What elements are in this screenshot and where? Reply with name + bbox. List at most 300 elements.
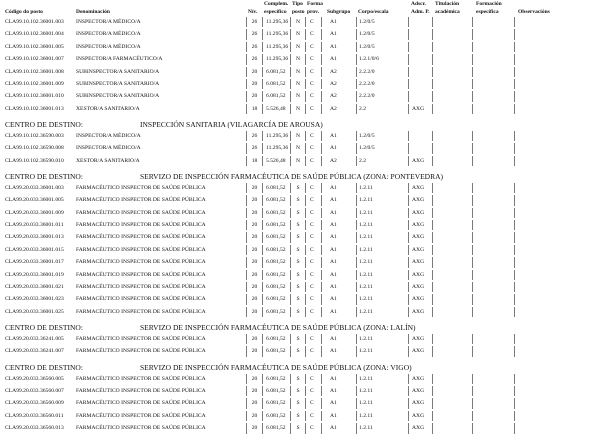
cell-specific-complement: 6.081,52 bbox=[262, 220, 290, 230]
cell-specific-training bbox=[472, 423, 514, 433]
cell-denomination: FARMACÉUTICO INSPECTOR DE SAÚDE PÚBLICA bbox=[76, 234, 206, 241]
cell-corps-scale: 1.2.11 bbox=[356, 245, 408, 255]
column-header-line-2: específica bbox=[476, 9, 499, 15]
column-header-line-1: Complem. bbox=[264, 1, 289, 7]
cell-provision-form: C bbox=[305, 374, 321, 384]
cell-adm-assignment: AXG bbox=[408, 245, 432, 255]
cell-level: 26 bbox=[246, 143, 262, 153]
cell-corps-scale: 1.2.11 bbox=[356, 183, 408, 193]
cell-specific-training bbox=[472, 131, 514, 141]
column-header-line-2: Corpo/escala bbox=[358, 9, 389, 15]
cell-post-type: N bbox=[290, 79, 305, 89]
cell-denomination: INSPECTOR/A MÉDICO/A bbox=[76, 19, 141, 25]
cell-post-type: S bbox=[290, 257, 305, 267]
cell-specific-complement: 6.081,52 bbox=[262, 232, 290, 242]
cell-observations bbox=[514, 131, 615, 141]
destination-section bbox=[0, 358, 615, 435]
cell-specific-training bbox=[472, 282, 514, 292]
cell-observations bbox=[514, 307, 615, 317]
cell-specific-complement: 6.081,52 bbox=[262, 67, 290, 77]
cell-post-type: S bbox=[290, 294, 305, 304]
cell-observations bbox=[514, 220, 615, 230]
cell-academic-degree bbox=[432, 411, 472, 421]
cell-provision-form: C bbox=[305, 54, 321, 64]
column-header bbox=[290, 0, 305, 16]
cell-post-type: S bbox=[290, 245, 305, 255]
cell-level: 20 bbox=[246, 346, 262, 356]
table-row bbox=[0, 281, 615, 293]
cell-denomination: FARMACÉUTICO INSPECTOR DE SAÚDE PÚBLICA bbox=[76, 296, 206, 303]
cell-adm-assignment: AXG bbox=[408, 334, 432, 344]
table-row bbox=[0, 373, 615, 385]
cell-academic-degree bbox=[432, 245, 472, 255]
cell-post-code: CLA99.10.102.36001.004 bbox=[5, 31, 64, 38]
cell-specific-training bbox=[472, 257, 514, 267]
table-row bbox=[0, 142, 615, 154]
table-row bbox=[0, 231, 615, 243]
table-header bbox=[0, 0, 615, 16]
cell-specific-training bbox=[472, 411, 514, 421]
table-row bbox=[0, 41, 615, 53]
cell-post-type: S bbox=[290, 270, 305, 280]
column-header bbox=[305, 0, 321, 16]
cell-adm-assignment bbox=[408, 91, 432, 101]
cell-adm-assignment bbox=[408, 29, 432, 39]
cell-post-type: N bbox=[290, 29, 305, 39]
cell-observations bbox=[514, 79, 615, 89]
cell-post-type: S bbox=[290, 374, 305, 384]
cell-subgroup: A1 bbox=[321, 411, 356, 421]
cell-adm-assignment bbox=[408, 42, 432, 52]
cell-specific-training bbox=[472, 307, 514, 317]
destination-center-label: CENTRO DE DESTINO: bbox=[5, 119, 83, 129]
destination-center-heading bbox=[0, 358, 615, 373]
destination-center-name: SERVIZO DE INSPECCIÓN FARMACÉUTICA DE SAÚDE PÚBLICA (ZONA: PONTEVEDRA) bbox=[140, 171, 444, 181]
table-row bbox=[0, 269, 615, 281]
cell-specific-complement: 6.081,52 bbox=[262, 386, 290, 396]
column-header-line-1 bbox=[358, 0, 408, 8]
cell-corps-scale: 1.2.11 bbox=[356, 411, 408, 421]
table-row bbox=[0, 219, 615, 231]
cell-post-code: CLA99.20.033.36001.017 bbox=[5, 259, 64, 266]
cell-post-code: CLA99.20.033.36560.007 bbox=[5, 387, 64, 394]
cell-observations bbox=[514, 282, 615, 292]
cell-observations bbox=[514, 294, 615, 304]
table-row bbox=[0, 345, 615, 357]
cell-specific-training bbox=[472, 346, 514, 356]
table-row bbox=[0, 103, 615, 115]
cell-adm-assignment: AXG bbox=[408, 195, 432, 205]
cell-post-type: S bbox=[290, 307, 305, 317]
cell-specific-complement: 6.081,52 bbox=[262, 91, 290, 101]
cell-specific-complement: 6.081,52 bbox=[262, 282, 290, 292]
cell-level: 20 bbox=[246, 79, 262, 89]
cell-denomination: FARMACÉUTICO INSPECTOR DE SAÚDE PÚBLICA bbox=[76, 308, 206, 315]
destination-center-name: INSPECCIÓN SANITARIA (VILAGARCÍA DE AROUSA) bbox=[140, 119, 323, 129]
cell-academic-degree bbox=[432, 334, 472, 344]
cell-adm-assignment: AXG bbox=[408, 104, 432, 114]
cell-post-code: CLA99.10.102.36001.003 bbox=[5, 19, 64, 25]
cell-specific-training bbox=[472, 398, 514, 408]
cell-adm-assignment: AXG bbox=[408, 282, 432, 292]
cell-level: 20 bbox=[246, 67, 262, 77]
cell-corps-scale: 2.2 bbox=[356, 156, 408, 166]
cell-denomination: FARMACÉUTICO INSPECTOR DE SAÚDE PÚBLICA bbox=[76, 425, 206, 432]
table-row bbox=[0, 90, 615, 102]
cell-corps-scale: 1.2.11 bbox=[356, 282, 408, 292]
cell-corps-scale: 1.2.11 bbox=[356, 334, 408, 344]
cell-specific-complement: 11.295,36 bbox=[262, 42, 290, 52]
table-row bbox=[0, 207, 615, 219]
cell-observations bbox=[514, 386, 615, 396]
column-header bbox=[76, 0, 246, 16]
cell-post-code: CLA99.10.102.36001.010 bbox=[5, 93, 64, 100]
cell-denomination: FARMACÉUTICO INSPECTOR DE SAÚDE PÚBLICA bbox=[76, 348, 206, 355]
cell-specific-complement: 6.081,52 bbox=[262, 423, 290, 433]
cell-specific-training bbox=[472, 67, 514, 77]
cell-academic-degree bbox=[432, 220, 472, 230]
cell-denomination: SUBINSPECTOR/A SANITARIO/A bbox=[76, 80, 160, 87]
cell-provision-form: C bbox=[305, 131, 321, 141]
column-header bbox=[321, 0, 356, 16]
cell-subgroup: A1 bbox=[321, 195, 356, 205]
cell-academic-degree bbox=[432, 195, 472, 205]
cell-academic-degree bbox=[432, 232, 472, 242]
cell-observations bbox=[514, 104, 615, 114]
cell-academic-degree bbox=[432, 67, 472, 77]
cell-specific-training bbox=[472, 386, 514, 396]
cell-post-type: S bbox=[290, 195, 305, 205]
cell-subgroup: A1 bbox=[321, 294, 356, 304]
column-header bbox=[472, 0, 514, 16]
cell-adm-assignment: AXG bbox=[408, 257, 432, 267]
cell-level: 20 bbox=[246, 208, 262, 218]
cell-specific-training bbox=[472, 220, 514, 230]
cell-subgroup: A2 bbox=[321, 104, 356, 114]
cell-specific-training bbox=[472, 79, 514, 89]
cell-adm-assignment: AXG bbox=[408, 183, 432, 193]
table-row bbox=[0, 16, 615, 28]
cell-subgroup: A1 bbox=[321, 232, 356, 242]
cell-denomination: FARMACÉUTICO INSPECTOR DE SAÚDE PÚBLICA bbox=[76, 284, 206, 291]
table-row bbox=[0, 306, 615, 318]
cell-subgroup: A1 bbox=[321, 183, 356, 193]
cell-corps-scale: 2.2.2/0 bbox=[356, 67, 408, 77]
column-header-line-1: Formación bbox=[476, 1, 502, 7]
cell-observations bbox=[514, 208, 615, 218]
cell-provision-form: C bbox=[305, 156, 321, 166]
column-header-line-1: Forma bbox=[307, 1, 323, 7]
cell-specific-complement: 6.081,52 bbox=[262, 245, 290, 255]
cell-subgroup: A1 bbox=[321, 282, 356, 292]
cell-specific-training bbox=[472, 374, 514, 384]
table-row bbox=[0, 155, 615, 167]
cell-denomination: SUBINSPECTOR/A SANITARIO/A bbox=[76, 68, 160, 75]
cell-provision-form: C bbox=[305, 257, 321, 267]
cell-level: 26 bbox=[246, 54, 262, 64]
cell-corps-scale: 1.2/0/5 bbox=[356, 29, 408, 39]
cell-post-type: S bbox=[290, 334, 305, 344]
table-body bbox=[0, 16, 615, 435]
cell-adm-assignment bbox=[408, 67, 432, 77]
destination-center-label: CENTRO DE DESTINO: bbox=[5, 171, 83, 181]
cell-post-code: CLA99.20.033.36001.019 bbox=[5, 271, 64, 278]
cell-post-type: S bbox=[290, 282, 305, 292]
cell-adm-assignment bbox=[408, 131, 432, 141]
column-header-line-1: Adscr. bbox=[411, 1, 426, 7]
cell-denomination: XESTOR/A SANITARIO/A bbox=[76, 105, 140, 112]
cell-specific-complement: 6.081,52 bbox=[262, 208, 290, 218]
cell-observations bbox=[514, 54, 615, 64]
cell-provision-form: C bbox=[305, 208, 321, 218]
cell-subgroup: A1 bbox=[321, 374, 356, 384]
column-header bbox=[514, 0, 615, 16]
cell-post-type: N bbox=[290, 67, 305, 77]
cell-corps-scale: 1.2.11 bbox=[356, 398, 408, 408]
cell-post-type: N bbox=[290, 42, 305, 52]
cell-level: 20 bbox=[246, 411, 262, 421]
cell-provision-form: C bbox=[305, 220, 321, 230]
cell-denomination: INSPECTOR/A FARMACÉUTICO/A bbox=[76, 56, 163, 63]
cell-adm-assignment: AXG bbox=[408, 386, 432, 396]
cell-adm-assignment bbox=[408, 79, 432, 89]
column-header bbox=[0, 0, 76, 16]
cell-academic-degree bbox=[432, 131, 472, 141]
cell-academic-degree bbox=[432, 79, 472, 89]
cell-specific-complement: 6.081,52 bbox=[262, 79, 290, 89]
cell-denomination: FARMACÉUTICO INSPECTOR DE SAÚDE PÚBLICA bbox=[76, 387, 206, 394]
cell-specific-complement: 6.081,52 bbox=[262, 374, 290, 384]
cell-observations bbox=[514, 67, 615, 77]
column-header-line-1 bbox=[248, 0, 262, 8]
cell-academic-degree bbox=[432, 423, 472, 433]
cell-level: 20 bbox=[246, 183, 262, 193]
cell-corps-scale: 1.2.11 bbox=[356, 195, 408, 205]
cell-specific-training bbox=[472, 91, 514, 101]
cell-post-code: CLA99.20.033.36001.025 bbox=[5, 308, 64, 315]
column-header-line-2: académica bbox=[435, 9, 460, 15]
cell-observations bbox=[514, 398, 615, 408]
table-row bbox=[0, 385, 615, 397]
cell-post-code: CLA99.20.033.36001.021 bbox=[5, 284, 64, 291]
cell-post-code: CLA99.10.102.36001.005 bbox=[5, 43, 64, 50]
destination-section bbox=[0, 167, 615, 318]
cell-subgroup: A1 bbox=[321, 220, 356, 230]
column-header-line-2: Código do posto bbox=[5, 9, 43, 15]
cell-specific-training bbox=[472, 17, 514, 27]
column-header bbox=[246, 0, 262, 16]
cell-specific-training bbox=[472, 195, 514, 205]
cell-corps-scale: 1.2.11 bbox=[356, 220, 408, 230]
cell-provision-form: C bbox=[305, 307, 321, 317]
cell-specific-complement: 11.295,36 bbox=[262, 29, 290, 39]
cell-provision-form: C bbox=[305, 423, 321, 433]
cell-post-type: N bbox=[290, 54, 305, 64]
cell-subgroup: A1 bbox=[321, 334, 356, 344]
cell-denomination: INSPECTOR/A MÉDICO/A bbox=[76, 132, 141, 139]
table-row bbox=[0, 182, 615, 194]
cell-corps-scale: 1.2.11 bbox=[356, 208, 408, 218]
cell-corps-scale: 2.2.2/0 bbox=[356, 79, 408, 89]
cell-level: 20 bbox=[246, 245, 262, 255]
cell-post-type: N bbox=[290, 104, 305, 114]
cell-corps-scale: 1.2/0/5 bbox=[356, 42, 408, 52]
cell-corps-scale: 2.2 bbox=[356, 104, 408, 114]
cell-denomination: FARMACÉUTICO INSPECTOR DE SAÚDE PÚBLICA bbox=[76, 400, 206, 407]
destination-center-name: SERVIZO DE INSPECCIÓN FARMACÉUTICA DE SAÚDE PÚBLICA (ZONA: VIGO) bbox=[140, 362, 412, 372]
cell-subgroup: A1 bbox=[321, 131, 356, 141]
cell-adm-assignment: AXG bbox=[408, 346, 432, 356]
cell-specific-complement: 6.081,52 bbox=[262, 411, 290, 421]
cell-observations bbox=[514, 346, 615, 356]
cell-academic-degree bbox=[432, 282, 472, 292]
cell-specific-complement: 6.081,52 bbox=[262, 195, 290, 205]
cell-denomination: FARMACÉUTICO INSPECTOR DE SAÚDE PÚBLICA bbox=[76, 184, 206, 191]
cell-corps-scale: 1.2.11 bbox=[356, 257, 408, 267]
cell-observations bbox=[514, 423, 615, 433]
cell-adm-assignment: AXG bbox=[408, 294, 432, 304]
cell-level: 20 bbox=[246, 220, 262, 230]
cell-subgroup: A2 bbox=[321, 67, 356, 77]
cell-denomination: FARMACÉUTICO INSPECTOR DE SAÚDE PÚBLICA bbox=[76, 271, 206, 278]
cell-provision-form: C bbox=[305, 17, 321, 27]
cell-post-type: S bbox=[290, 183, 305, 193]
cell-adm-assignment bbox=[408, 17, 432, 27]
cell-denomination: FARMACÉUTICO INSPECTOR DE SAÚDE PÚBLICA bbox=[76, 246, 206, 253]
cell-adm-assignment: AXG bbox=[408, 220, 432, 230]
column-header bbox=[432, 0, 472, 16]
cell-specific-complement: 6.081,52 bbox=[262, 334, 290, 344]
cell-denomination: FARMACÉUTICO INSPECTOR DE SAÚDE PÚBLICA bbox=[76, 335, 206, 342]
cell-adm-assignment: AXG bbox=[408, 398, 432, 408]
table-row bbox=[0, 130, 615, 142]
cell-provision-form: C bbox=[305, 386, 321, 396]
cell-provision-form: C bbox=[305, 104, 321, 114]
cell-post-type: S bbox=[290, 386, 305, 396]
cell-provision-form: C bbox=[305, 245, 321, 255]
cell-provision-form: C bbox=[305, 183, 321, 193]
cell-post-code: CLA99.20.033.36560.009 bbox=[5, 400, 64, 407]
cell-denomination: SUBINSPECTOR/A SANITARIO/A bbox=[76, 93, 160, 100]
destination-section bbox=[0, 318, 615, 358]
cell-specific-complement: 6.081,52 bbox=[262, 346, 290, 356]
column-header-line-2: Subgrupo bbox=[327, 9, 351, 15]
cell-academic-degree bbox=[432, 307, 472, 317]
cell-post-code: CLA99.10.102.36590.008 bbox=[5, 145, 64, 152]
column-header-line-1 bbox=[327, 0, 356, 8]
cell-specific-training bbox=[472, 270, 514, 280]
cell-specific-training bbox=[472, 183, 514, 193]
cell-observations bbox=[514, 374, 615, 384]
cell-level: 20 bbox=[246, 195, 262, 205]
table-row bbox=[0, 244, 615, 256]
cell-corps-scale: 1.2.11 bbox=[356, 423, 408, 433]
cell-post-code: CLA99.20.033.36001.013 bbox=[5, 234, 64, 241]
cell-academic-degree bbox=[432, 398, 472, 408]
cell-specific-training bbox=[472, 294, 514, 304]
cell-denomination: FARMACÉUTICO INSPECTOR DE SAÚDE PÚBLICA bbox=[76, 222, 206, 229]
cell-corps-scale: 1.2.11 bbox=[356, 232, 408, 242]
cell-post-type: S bbox=[290, 398, 305, 408]
cell-corps-scale: 1.2.11 bbox=[356, 307, 408, 317]
cell-post-type: N bbox=[290, 156, 305, 166]
cell-provision-form: C bbox=[305, 42, 321, 52]
cell-provision-form: C bbox=[305, 143, 321, 153]
table-row bbox=[0, 66, 615, 78]
cell-specific-training bbox=[472, 29, 514, 39]
cell-denomination: INSPECTOR/A MÉDICO/A bbox=[76, 31, 141, 38]
cell-post-code: CLA99.20.033.36001.023 bbox=[5, 296, 64, 303]
cell-observations bbox=[514, 232, 615, 242]
column-header-line-2: Observacións bbox=[518, 9, 550, 15]
column-header bbox=[356, 0, 408, 16]
cell-post-type: N bbox=[290, 143, 305, 153]
cell-denomination: INSPECTOR/A MÉDICO/A bbox=[76, 43, 141, 50]
cell-level: 18 bbox=[246, 104, 262, 114]
cell-observations bbox=[514, 143, 615, 153]
column-header bbox=[262, 0, 290, 16]
cell-level: 20 bbox=[246, 282, 262, 292]
cell-subgroup: A1 bbox=[321, 54, 356, 64]
cell-observations bbox=[514, 91, 615, 101]
cell-academic-degree bbox=[432, 29, 472, 39]
cell-subgroup: A2 bbox=[321, 156, 356, 166]
cell-provision-form: C bbox=[305, 270, 321, 280]
cell-subgroup: A1 bbox=[321, 42, 356, 52]
cell-subgroup: A1 bbox=[321, 208, 356, 218]
cell-post-type: S bbox=[290, 411, 305, 421]
cell-post-code: CLA99.20.033.36560.013 bbox=[5, 425, 64, 432]
cell-observations bbox=[514, 42, 615, 52]
cell-observations bbox=[514, 257, 615, 267]
cell-academic-degree bbox=[432, 17, 472, 27]
cell-provision-form: C bbox=[305, 91, 321, 101]
cell-post-code: CLA99.20.033.36001.011 bbox=[5, 222, 64, 229]
cell-post-code: CLA99.10.102.36590.003 bbox=[5, 132, 64, 139]
cell-specific-complement: 5.526,48 bbox=[262, 104, 290, 114]
cell-academic-degree bbox=[432, 183, 472, 193]
cell-adm-assignment: AXG bbox=[408, 232, 432, 242]
cell-subgroup: A1 bbox=[321, 307, 356, 317]
cell-post-code: CLA99.20.033.36560.005 bbox=[5, 375, 64, 382]
column-header bbox=[408, 0, 432, 16]
cell-provision-form: C bbox=[305, 232, 321, 242]
cell-academic-degree bbox=[432, 208, 472, 218]
cell-level: 20 bbox=[246, 398, 262, 408]
table-row bbox=[0, 53, 615, 65]
cell-subgroup: A1 bbox=[321, 29, 356, 39]
cell-corps-scale: 1.2.11 bbox=[356, 346, 408, 356]
cell-post-code: CLA99.20.033.36001.003 bbox=[5, 184, 64, 191]
cell-specific-complement: 11.295,36 bbox=[262, 143, 290, 153]
column-header-line-1: Tipo bbox=[292, 1, 303, 7]
cell-specific-complement: 11.295,36 bbox=[262, 17, 290, 27]
cell-level: 26 bbox=[246, 42, 262, 52]
cell-level: 20 bbox=[246, 374, 262, 384]
cell-adm-assignment bbox=[408, 54, 432, 64]
cell-post-type: N bbox=[290, 131, 305, 141]
cell-level: 20 bbox=[246, 423, 262, 433]
cell-level: 20 bbox=[246, 334, 262, 344]
cell-level: 26 bbox=[246, 17, 262, 27]
cell-subgroup: A1 bbox=[321, 423, 356, 433]
cell-specific-complement: 6.081,52 bbox=[262, 398, 290, 408]
cell-subgroup: A1 bbox=[321, 346, 356, 356]
cell-adm-assignment: AXG bbox=[408, 270, 432, 280]
cell-level: 26 bbox=[246, 131, 262, 141]
cell-academic-degree bbox=[432, 54, 472, 64]
cell-post-type: N bbox=[290, 91, 305, 101]
